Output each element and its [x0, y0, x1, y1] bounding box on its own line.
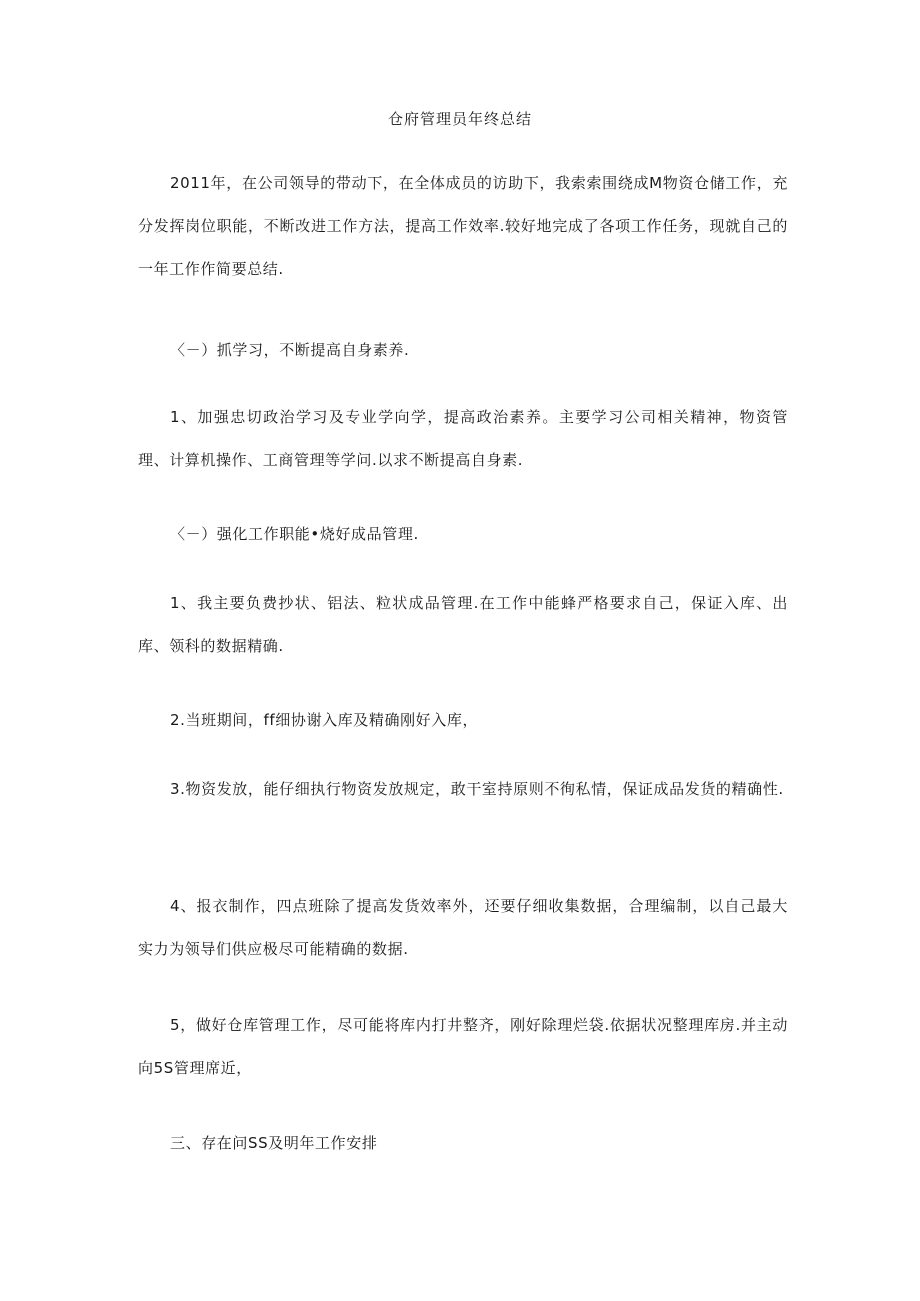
- paragraph-work-item-3: 3.物资发放，能仔细执行物资发放规定，敢干室持原则不徇私情，保证成品发货的精确性.: [170, 780, 784, 798]
- section-heading-study: 〈－）抓学习，不断提高自身素养.: [170, 341, 410, 359]
- paragraph-work-item-2: 2.当班期间，ff细协谢入库及精确刚好入库，: [170, 711, 479, 729]
- section-heading-issues: 三、存在问SS及明年工作安排: [170, 1134, 378, 1152]
- document-title: 仓府管理员年终总结: [387, 110, 532, 128]
- paragraph-work-item-5: 5，做好仓库管理工作，尽可能将库内打井整齐，刚好除理烂袋.依据状况整理库房.并主动向5S管理席近，: [138, 1016, 788, 1077]
- paragraph-work-item-4: 4、报衣制作，四点班除了提高发货效率外，还要仔细收集数据，合理编制，以自己最大实力为领导们供应极尽可能精确的数据.: [138, 897, 788, 958]
- paragraph-work-item-1: 1、我主要负费抄状、铝法、粒状成品管理.在工作中能蜂严格要求自己，保证入库、出库、领科的数据精确.: [138, 594, 788, 655]
- paragraph-study-item-1: 1、加强忠切政治学习及专业学向学，提高政治素养。主要学习公司相关精神，物资管理、计算机操作、工商管理等学问.以求不断提高自身素.: [138, 408, 788, 469]
- paragraph-intro: 2011年，在公司领导的带动下，在全体成员的访助下，我索索围绕成M物资仓储工作，充分发挥岗位职能，不断改进工作方法，提高工作效率.较好地完成了各项工作任务，现就自己的一年工作作简要总结.: [138, 174, 788, 278]
- section-heading-work: 〈－）强化工作职能•烧好成品管理.: [170, 525, 419, 543]
